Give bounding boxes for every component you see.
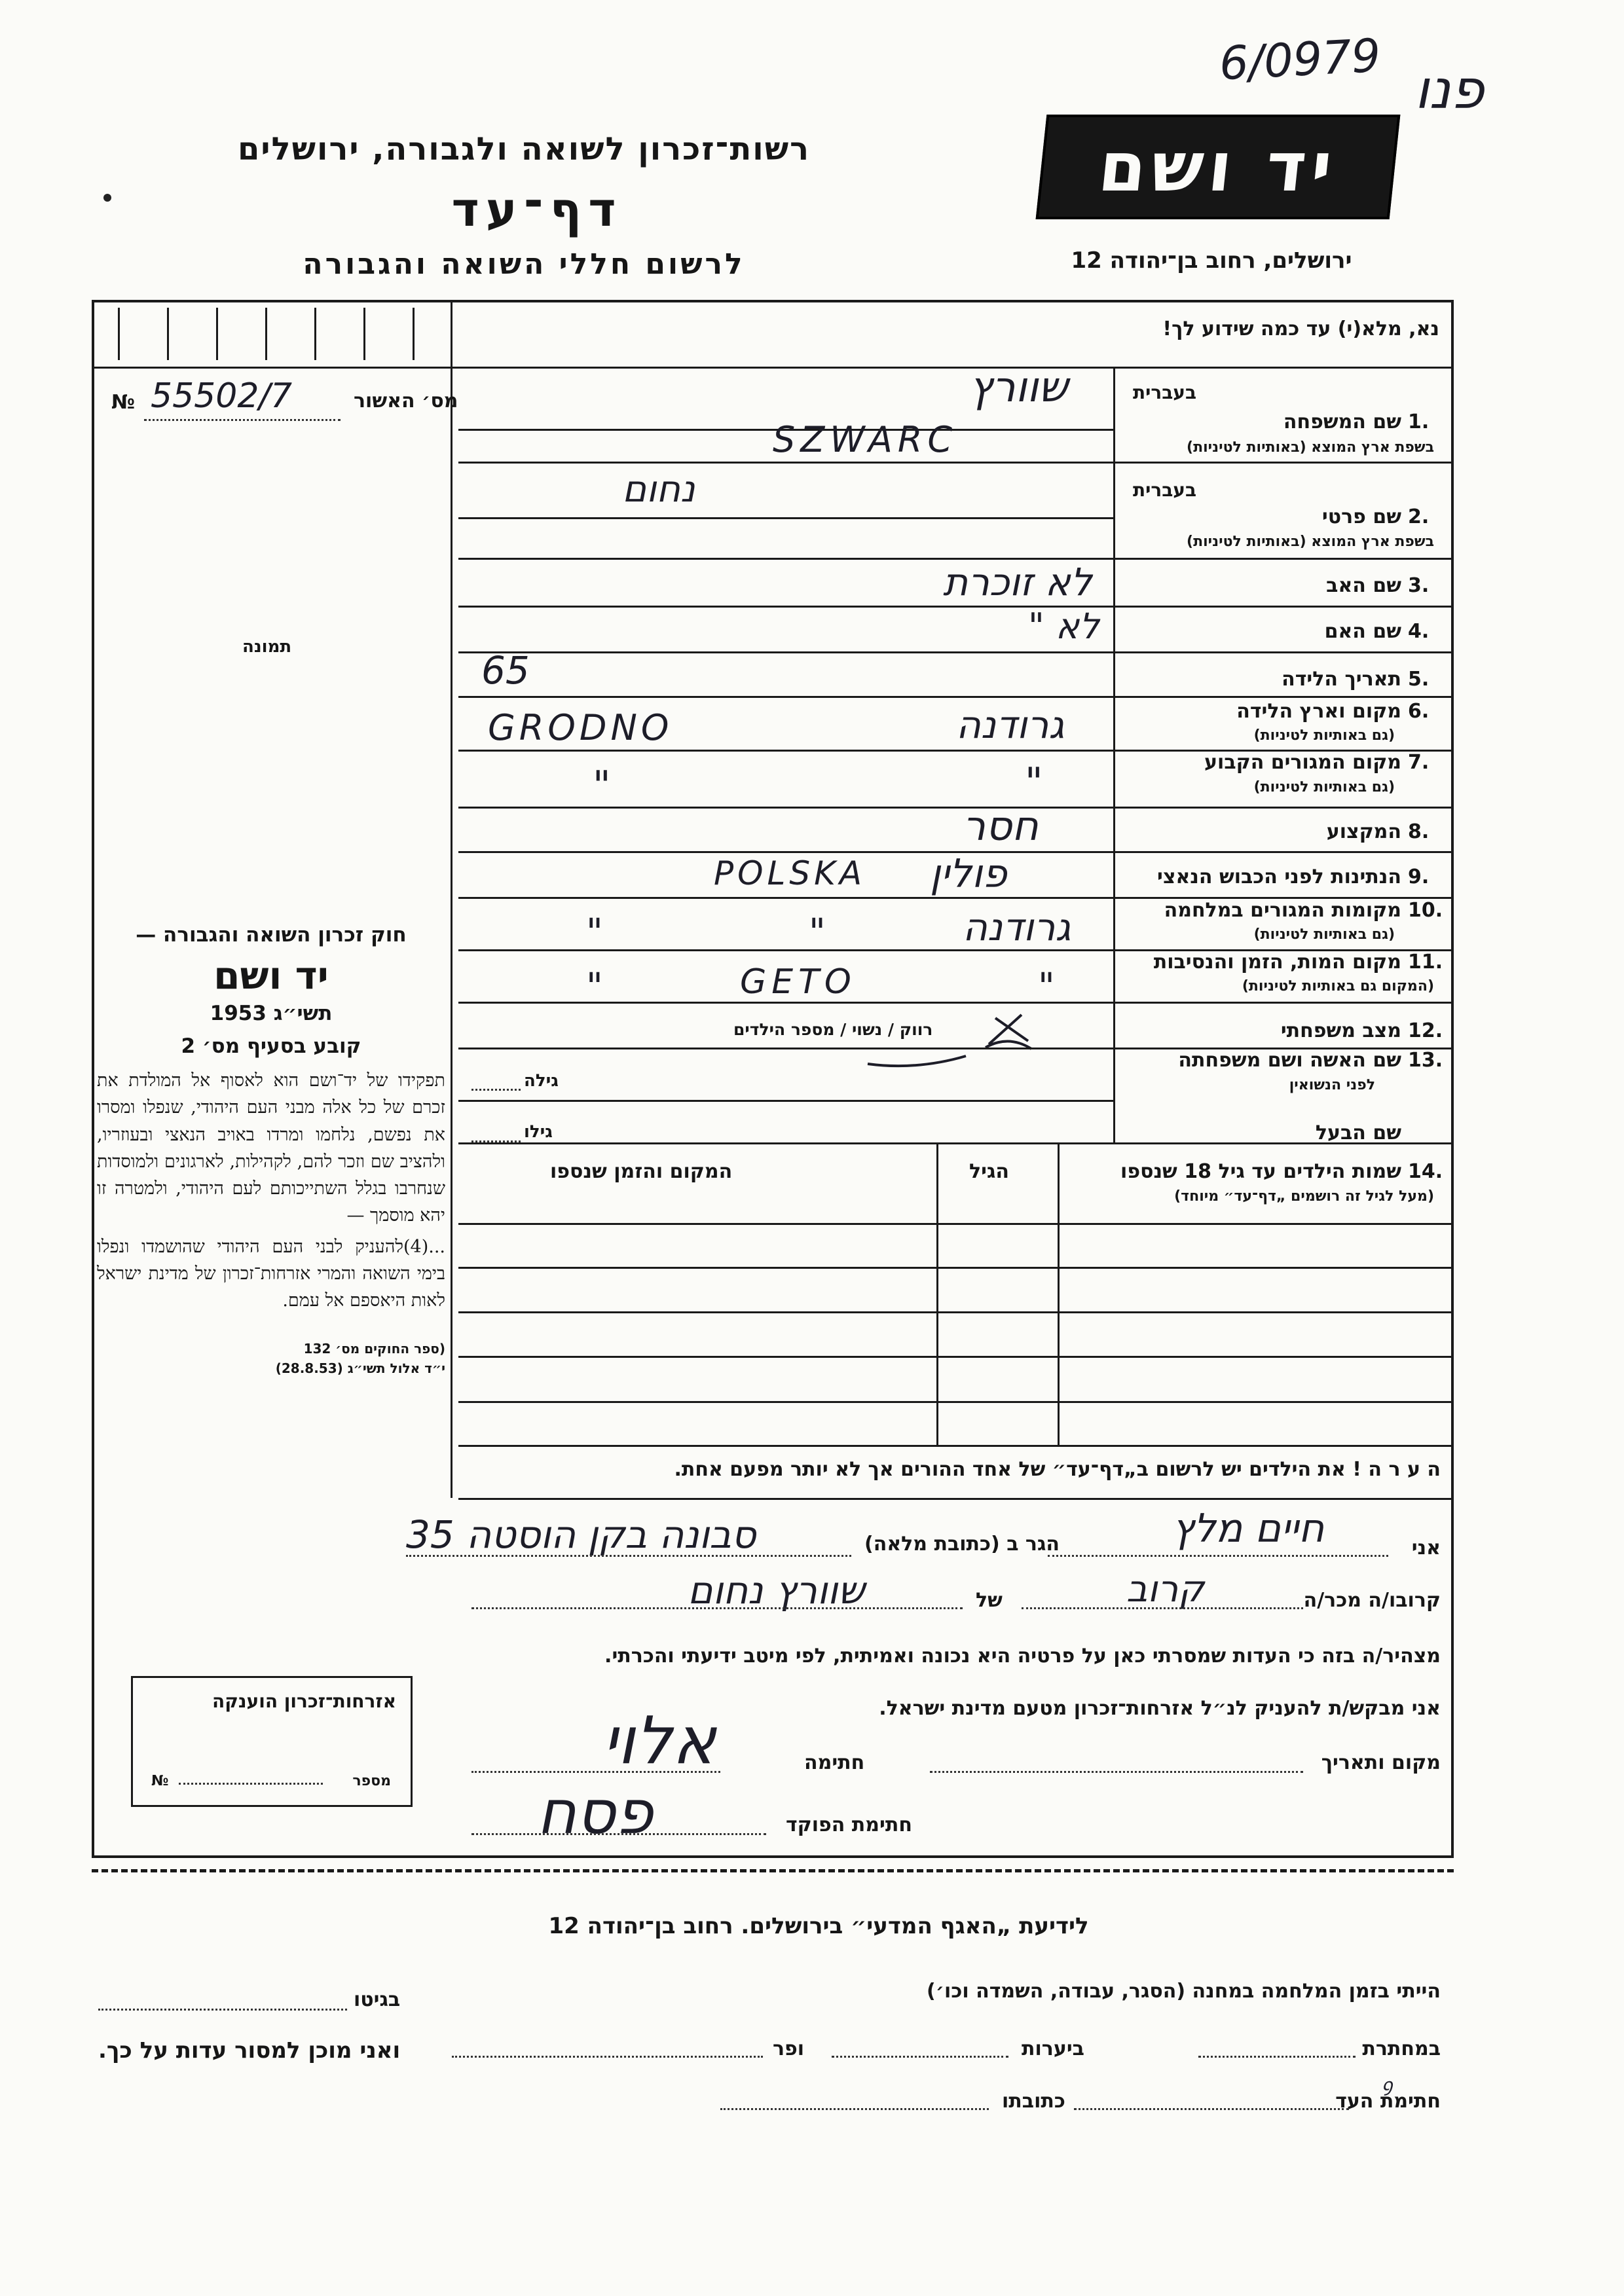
- and-label: ופר: [773, 2037, 805, 2060]
- wartime-residence-value[interactable]: גרודנה: [963, 905, 1071, 949]
- children-label: שמות הילדים עד גיל 18 שנספו: [1120, 1160, 1401, 1183]
- marital-status-underline: [864, 1051, 969, 1070]
- authority-name: רשות־זכרון לשואה ולגבורה, ירושלים: [237, 131, 811, 168]
- citizenship-number-label: מספר: [352, 1773, 391, 1789]
- corner-handwritten-mark: פנו: [1414, 59, 1485, 121]
- nationality-latin-value[interactable]: POLSKA: [714, 854, 866, 892]
- field-5-number: 5.: [1408, 668, 1430, 691]
- husband-name-label: שם הבעל: [1315, 1121, 1401, 1144]
- field-12-number: 12.: [1408, 1019, 1443, 1042]
- relative-value[interactable]: קרוב: [1126, 1568, 1204, 1611]
- mother-name-value[interactable]: לא ": [1028, 606, 1099, 647]
- wartime-residence-ditto-1[interactable]: ": [809, 911, 826, 954]
- law-name: יד ושם: [213, 953, 329, 998]
- file-number: 6/0979: [1218, 28, 1382, 91]
- footer-title: לידיעת „האגף המדעי״ בירושלים. רחוב בן־יהודה 12: [548, 1913, 1089, 1939]
- field-10-note: (גם באותיות לטיניות): [1253, 926, 1395, 943]
- surname-hebrew-value[interactable]: שוורץ: [969, 363, 1068, 412]
- marital-status-options[interactable]: רווק / נשוי / מספר הילדים: [733, 1020, 933, 1039]
- field-11-note: (המקום גם באותיות לטיניות): [1242, 978, 1434, 994]
- field-14-number: 14.: [1408, 1160, 1443, 1183]
- witness-address-value[interactable]: סבונה בקן הוסטה 35: [406, 1512, 756, 1557]
- witness-name-value[interactable]: חיים מלץ: [1172, 1506, 1325, 1552]
- field-1-number: 1.: [1408, 410, 1430, 433]
- law-section-ref: קובע בסעיף מס׳ 2: [181, 1034, 361, 1058]
- citizenship-box: [131, 1676, 413, 1807]
- death-place-latin-value[interactable]: GETO: [740, 962, 857, 1002]
- hiding-label: במחתרת: [1362, 2037, 1441, 2060]
- certificate-number: 55502/7: [151, 376, 293, 416]
- header-address: ירושלים, רחוב בן־יהודה 12: [1071, 247, 1352, 274]
- field-13-number: 13.: [1408, 1049, 1443, 1072]
- photo-label: תמונה: [242, 637, 292, 657]
- law-section: [97, 923, 445, 1376]
- certificate-label: מס׳ האשור: [354, 390, 458, 412]
- field-6-number: 6.: [1408, 700, 1430, 723]
- intro-instruction: נא, מלא(י) עד כמה שידוע לך!: [1162, 318, 1439, 340]
- forest-label: ביערות: [1022, 2037, 1084, 2060]
- field-12-label: מצב משפחתי: [1280, 1019, 1401, 1042]
- field-11-label: מקום המות, הזמן והנסיבות: [1153, 951, 1401, 974]
- declaration-text: מצהיר/ה בזה כי העדות שמסרתי כאן על פרטיה היא נכונה ואמיתית, לפי מיטב ידיעתי והכרתי.: [604, 1645, 1441, 1667]
- certificate-number-sign: №: [111, 391, 136, 414]
- surname-hebrew-tag: בעברית: [1133, 382, 1197, 403]
- field-3-label: שם האב: [1326, 574, 1401, 597]
- field-3-number: 3.: [1408, 574, 1430, 597]
- citizenship-number-sign: №: [151, 1773, 169, 1789]
- field-1-note: בשפת ארץ המוצא (באותיות לטיניות): [1187, 439, 1434, 456]
- nationality-hebrew-value[interactable]: פולין: [930, 851, 1007, 897]
- law-clause: ...(4)להעניק לבני העם היהודי שהושמדו ונפלו בימי השואה והמרי אזרחות־זכרון של מדינת ישראל לאות היאספם אל עמם.: [97, 1236, 445, 1311]
- bullet-mark: [103, 194, 111, 202]
- relative-label: קרובו/ה מכר/ה: [1303, 1589, 1441, 1612]
- birthplace-hebrew-value[interactable]: גרודנה: [956, 702, 1065, 747]
- field-4-number: 4.: [1408, 620, 1430, 643]
- field-13-label: שם האשה ושם משפחתה: [1178, 1049, 1401, 1072]
- field-7-note: (גם באותיות לטיניות): [1253, 779, 1395, 795]
- field-13-note: לפני הנשואין: [1289, 1077, 1375, 1093]
- field-5-label: תאריך הלידה: [1282, 668, 1401, 691]
- stray-mark: ꝯ: [1382, 2074, 1393, 2096]
- field-7-label: מקום המגורים הקבוע: [1204, 751, 1401, 774]
- yad-vashem-logo: [1036, 115, 1401, 219]
- request-text: אני מבקש/ת להעניק לנ״ל אזרחות־זכרון מטעם מדינת ישראל.: [879, 1697, 1441, 1720]
- law-year: תשי״ג 1953: [210, 1002, 333, 1025]
- birthplace-latin-value[interactable]: GRODNO: [488, 707, 673, 748]
- field-2-note: בשפת ארץ המוצא (באותיות לטיניות): [1187, 534, 1434, 550]
- field-6-note: (גם באותיות לטיניות): [1253, 727, 1395, 744]
- law-text: תפקידו של יד־ושם הוא לאסוף אל המולדת את זכרם של כל אלה מבני העם היהודי, שנפלו ומסרו את נפשם, נלחמו ומרדו באויב הנאצי ובעוזריו, ולהציב שם וזכר להם, לקהילות, לארגונים ולמוסדות שנחרבו בגלל השתייכותם לעם היהודי, ולמטרה זו יהא מוסמך —: [97, 1070, 445, 1226]
- witness-signature[interactable]: אלוי: [602, 1702, 716, 1779]
- signature-label: חתימה: [804, 1751, 865, 1774]
- form-subtitle: לרשום חללי השואה והגבורה: [303, 247, 745, 281]
- ready-testify-label: ואני מוכן למסור עדות על כך.: [98, 2037, 401, 2064]
- wife-age-label: גילה: [524, 1071, 559, 1091]
- law-gazette: (ספר החוקים מס׳ 132: [303, 1340, 445, 1357]
- profession-value[interactable]: חסר: [963, 802, 1039, 850]
- law-title: חוק זכרון השואה והגבורה —: [136, 923, 407, 947]
- witness-signature-label: חתימת העד: [1335, 2090, 1441, 2113]
- field-10-label: מקומות המגורים במלחמה: [1164, 899, 1401, 922]
- logo-text: יד ושם: [1095, 127, 1341, 207]
- i-label: אני: [1411, 1537, 1441, 1559]
- death-place-ditto-2[interactable]: ": [1038, 966, 1055, 1008]
- death-place-ditto-1[interactable]: ": [586, 966, 603, 1008]
- husband-age-label: גילו: [524, 1122, 553, 1142]
- field-8-label: המקצוע: [1326, 820, 1401, 843]
- field-4-label: שם האם: [1324, 620, 1401, 643]
- official-signature[interactable]: פסח: [537, 1777, 654, 1848]
- field-7-number: 7.: [1408, 751, 1430, 774]
- field-2-label: שם פרטי: [1321, 505, 1401, 528]
- tally-marks: [105, 308, 445, 367]
- ghetto-label: בגיטו: [354, 1988, 401, 2011]
- of-person-value[interactable]: שוורץ נחום: [688, 1568, 865, 1613]
- column-divider: [451, 300, 452, 1498]
- field-9-number: 9.: [1408, 866, 1430, 888]
- camp-line-label: הייתי בזמן המלחמה במחנה (הסגר, עבודה, השמדה וכו׳): [927, 1980, 1441, 2003]
- field-1-label: שם המשפחה: [1283, 410, 1401, 433]
- children-place-header: המקום והזמן שנספו: [550, 1160, 733, 1183]
- address-label: הגר ב (כתובת מלאה): [864, 1533, 1060, 1556]
- of-label: של: [976, 1589, 1003, 1612]
- field-9-label: הנתינות לפני הכבוש הנאצי: [1157, 866, 1401, 888]
- official-signature-label: חתימת הפוקד: [786, 1813, 912, 1836]
- form-title: דף־עד: [451, 182, 623, 237]
- field-10-number: 10.: [1408, 899, 1443, 922]
- birth-date-value[interactable]: 65: [481, 648, 530, 693]
- firstname-hebrew-value[interactable]: נחום: [622, 468, 695, 511]
- field-11-number: 11.: [1408, 951, 1443, 974]
- residence-value[interactable]: ": [1025, 759, 1043, 805]
- children-note: (מעל לגיל זה רושמים „דף־עד״ מיוחד): [1174, 1188, 1434, 1205]
- surname-latin-value[interactable]: SZWARC: [773, 419, 958, 460]
- citizenship-box-title: אזרחות־זכרון הוענקה: [212, 1690, 396, 1712]
- remark-text: ה ע ר ה ! את הילדים יש לרשום ב„דף־עד״ של אחד ההורים אך לא יותר מפעם אחת.: [674, 1458, 1441, 1481]
- cut-line: [92, 1869, 1454, 1872]
- children-age-header: הגיל: [969, 1160, 1009, 1183]
- residence-latin-value[interactable]: ": [593, 763, 611, 809]
- field-6-label: מקום וארץ הלידה: [1236, 700, 1401, 723]
- wartime-residence-ditto-2[interactable]: ": [586, 911, 603, 954]
- witness-address-label: כתובתו: [1002, 2090, 1065, 2113]
- firstname-hebrew-tag: בעברית: [1133, 479, 1197, 501]
- field-8-number: 8.: [1408, 820, 1430, 843]
- field-2-number: 2.: [1408, 505, 1430, 528]
- place-date-label: מקום ותאריך: [1321, 1751, 1441, 1774]
- father-name-value[interactable]: לא זוכרת: [943, 560, 1092, 604]
- law-gazette-date: י״ד אלול תשי״ג (28.8.53): [275, 1360, 445, 1376]
